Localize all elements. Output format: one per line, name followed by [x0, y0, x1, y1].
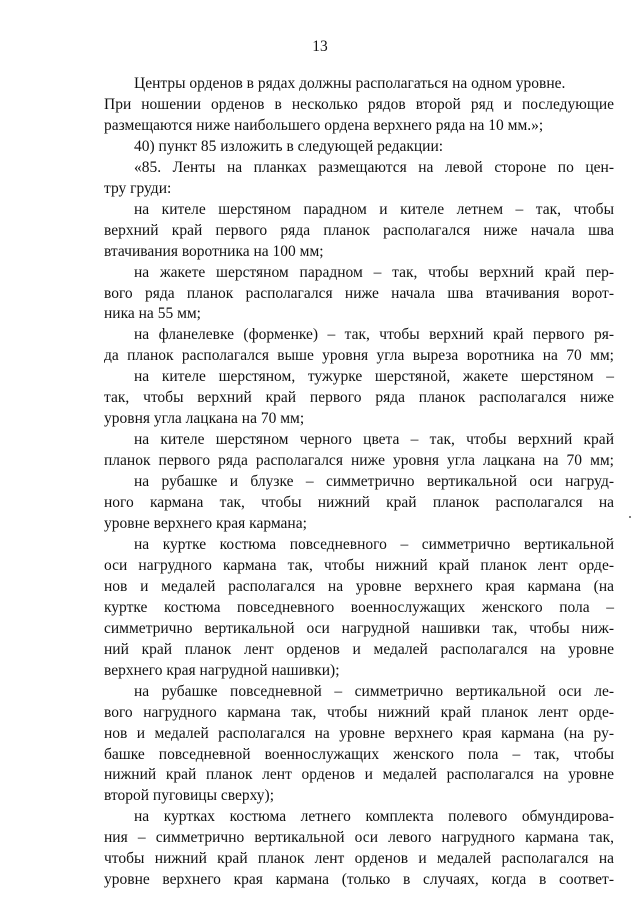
text-line: на кителе шерстяном, тужурке шерстяной, жакете шерстяном –	[134, 368, 614, 386]
text-line: уровня угла лацкана на 70 мм;	[104, 410, 305, 428]
text-line: вого ряда планок располагался ниже начала шва втачивания ворот-	[104, 284, 614, 302]
text-line: 40) пункт 85 изложить в следующей редакции:	[134, 137, 444, 155]
text-line: на жакете шерстяном парадном – так, чтобы верхний край пер-	[134, 263, 614, 281]
text-line: верхнего края нагрудной нашивки);	[104, 661, 340, 679]
text-line: При ношении орденов в несколько рядов второй ряд и последующие	[104, 95, 614, 113]
text-line: нижний край планок лент орденов и медалей располагался на уровне	[104, 766, 614, 784]
text-line: ного кармана так, чтобы нижний край планок располагался на	[104, 494, 614, 512]
text-line: на фланелевке (форменке) – так, чтобы верхний край первого ря-	[134, 326, 614, 344]
text-line: на кителе шерстяном черного цвета – так, чтобы верхний край	[134, 431, 614, 449]
text-line: «85. Ленты на планках размещаются на левой стороне по цен-	[134, 158, 614, 176]
text-line: ний край планок лент орденов и медалей располагался на уровне	[104, 640, 614, 658]
text-line: симметрично вертикальной оси нагрудной нашивки так, чтобы ниж-	[104, 619, 614, 637]
text-line: на рубашке повседневной – симметрично вертикальной оси ле-	[134, 682, 614, 700]
text-line: оси нагрудного кармана так, чтобы нижний край планок лент орде-	[104, 556, 614, 574]
text-line: уровне верхнего края кармана (только в случаях, когда в соответ-	[104, 871, 614, 889]
text-line: на рубашке и блузке – симметрично вертикальной оси нагруд-	[134, 473, 614, 491]
text-line: так, чтобы верхний край первого ряда планок располагался ниже	[104, 389, 614, 407]
text-line: вого нагрудного кармана так, чтобы нижний край планок лент орде-	[104, 703, 614, 721]
text-line: на куртках костюма летнего комплекта полевого обмундирова-	[134, 808, 614, 826]
text-line: нов и медалей располагался на уровне верхнего края кармана (на	[104, 577, 614, 595]
text-line: планок первого ряда располагался ниже уровня угла лацкана на 70 мм;	[104, 452, 614, 470]
document-body	[104, 74, 614, 891]
text-line: да планок располагался выше уровня угла выреза воротника на 70 мм;	[104, 347, 614, 365]
page-number: 13	[312, 38, 328, 55]
scan-speck	[629, 516, 631, 518]
text-line: размещаются ниже наибольшего ордена верхнего ряда на 10 мм.»;	[104, 116, 544, 134]
text-line: чтобы нижний край планок лент орденов и медалей располагался на	[104, 850, 614, 868]
text-line: втачивания воротника на 100 мм;	[104, 242, 324, 260]
text-line: на кителе шерстяном парадном и кителе летнем – так, чтобы	[134, 200, 614, 218]
text-line: второй пуговицы сверху);	[104, 787, 275, 805]
text-line: верхний край первого ряда планок располагался ниже начала шва	[104, 221, 614, 239]
text-line: башке повседневной военнослужащих женского пола – так, чтобы	[104, 745, 614, 763]
text-line: куртке костюма повседневного военнослужащих женского пола –	[104, 598, 614, 616]
text-line: тру груди:	[104, 179, 172, 197]
text-line: ника на 55 мм;	[104, 305, 201, 323]
text-line: уровне верхнего края кармана;	[104, 515, 307, 533]
text-line: Центры орденов в рядах должны располагаться на одном уровне.	[134, 75, 566, 92]
text-line: нов и медалей располагался на уровне верхнего края кармана (на ру-	[104, 724, 614, 742]
text-line: на куртке костюма повседневного – симметрично вертикальной	[134, 535, 614, 553]
text-line: ния – симметрично вертикальной оси левого нагрудного кармана так,	[104, 829, 614, 847]
